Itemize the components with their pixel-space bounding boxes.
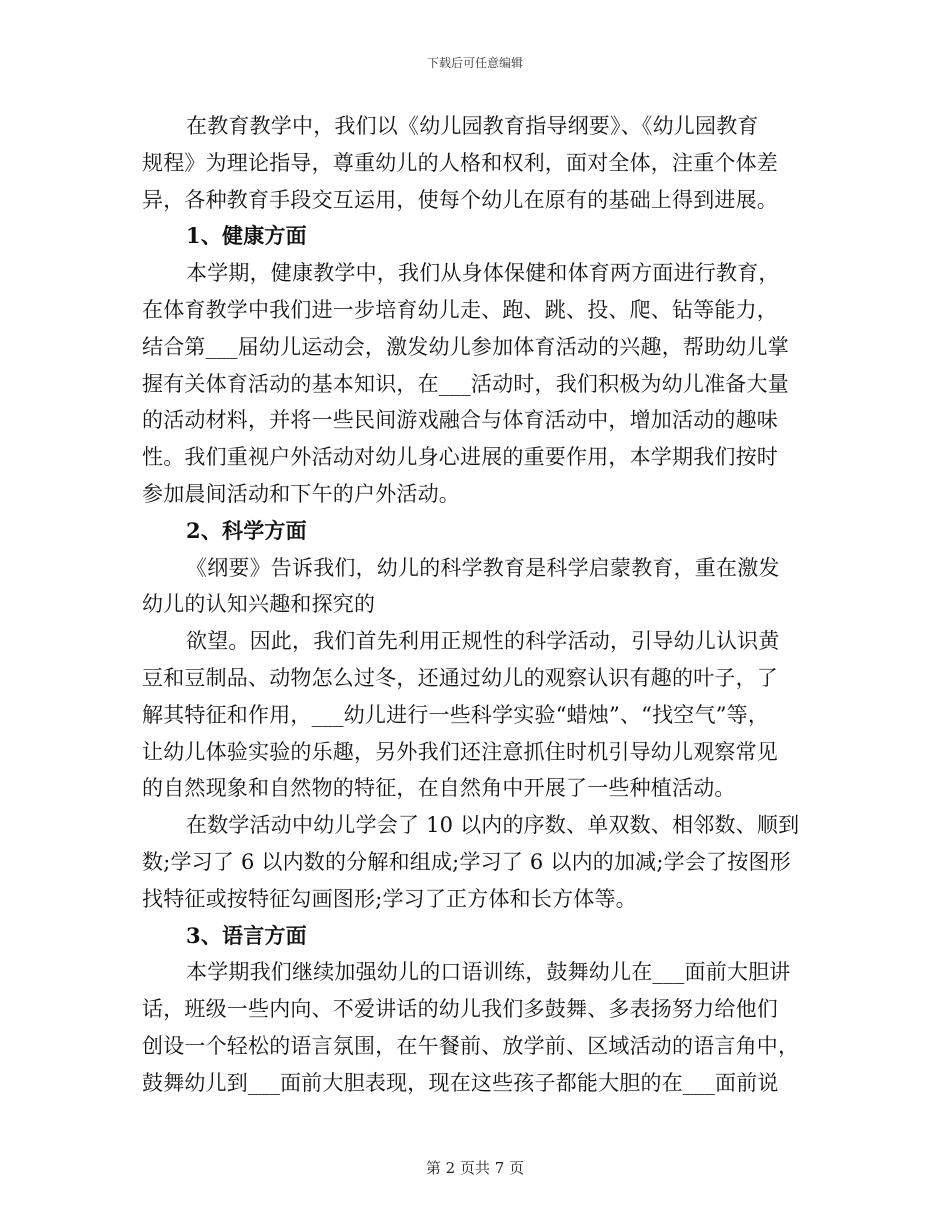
paragraph-line: 结合第___届幼儿运动会，激发幼儿参加体育活动的兴趣，帮助幼儿掌: [142, 334, 789, 359]
paragraph-line: 规程》为理论指导，尊重幼儿的人格和权利，面对全体，注重个体差: [142, 150, 778, 175]
paragraph-line: 解其特征和作用，___幼儿进行一些科学实验“蜡烛”、“找空气”等，: [142, 702, 770, 727]
paragraph-line: 的自然现象和自然物的特征，在自然角中开展了一些种植活动。: [142, 776, 736, 801]
paragraph-line: 性。我们重视户外活动对幼儿身心进展的重要作用，本学期我们按时: [142, 445, 778, 470]
paragraph-line: 数;学习了 6 以内数的分解和组成;学习了 6 以内的加减;学会了按图形: [142, 849, 791, 874]
section-heading: 3、语言方面: [186, 922, 307, 948]
paragraph-line: 找特征或按特征勾画图形;学习了正方体和长方体等。: [142, 886, 637, 911]
paragraph-line: 幼儿的认知兴趣和探究的: [142, 592, 376, 617]
paragraph-line: 在教育教学中，我们以《幼儿园教育指导纲要》、《幼儿园教育: [186, 114, 759, 138]
paragraph-line: 在数学活动中幼儿学会了 10 以内的序数、单双数、相邻数、顺到: [186, 813, 800, 838]
paragraph-line: 创设一个轻松的语言氛围，在午餐前、放学前、区域活动的语言角中，: [142, 1033, 800, 1058]
paragraph-line: 鼓舞幼儿到___面前大胆表现，现在这些孩子都能大胆的在___面前说: [142, 1070, 779, 1095]
paragraph-line: 本学期，健康教学中，我们从身体保健和体育两方面进行教育，: [186, 261, 780, 286]
paragraph-line: 豆和豆制品、动物怎么过冬，还通过幼儿的观察认识有趣的叶子，了: [142, 665, 778, 690]
paragraph-line: 参加晨间活动和下午的户外活动。: [142, 481, 460, 506]
paragraph-line: 《纲要》告诉我们，幼儿的科学教育是科学启蒙教育，重在激发: [186, 555, 780, 580]
paragraph-line: 本学期我们继续加强幼儿的口语训练，鼓舞幼儿在___面前大胆讲: [186, 960, 791, 985]
paragraph-line: 欲望。因此，我们首先利用正规性的科学活动，引导幼儿认识黄: [186, 629, 780, 654]
page-footer: 第 2 页共 7 页: [425, 1159, 525, 1177]
section-heading: 2、科学方面: [186, 517, 307, 543]
document-body: [142, 108, 814, 1102]
paragraph-line: 话，班级一些内向、不爱讲话的幼儿我们多鼓舞、多表扬努力给他们: [142, 997, 778, 1022]
paragraph-line: 让幼儿体验实验的乐趣，另外我们还注意抓住时机引导幼儿观察常见: [142, 739, 778, 764]
paragraph-line: 异，各种教育手段交互运用，使每个幼儿在原有的基础上得到进展。: [142, 187, 778, 212]
paragraph-line: 握有关体育活动的基本知识，在___活动时，我们积极为幼儿准备大量: [142, 371, 789, 396]
paragraph-line: 在体育教学中我们进一步培育幼儿走、跑、跳、投、爬、钻等能力，: [142, 297, 778, 322]
page-header: 下载后可任意编辑: [426, 56, 523, 70]
section-heading: 1、健康方面: [186, 223, 307, 249]
paragraph-line: 的活动材料，并将一些民间游戏融合与体育活动中，增加活动的趣味: [142, 408, 778, 433]
